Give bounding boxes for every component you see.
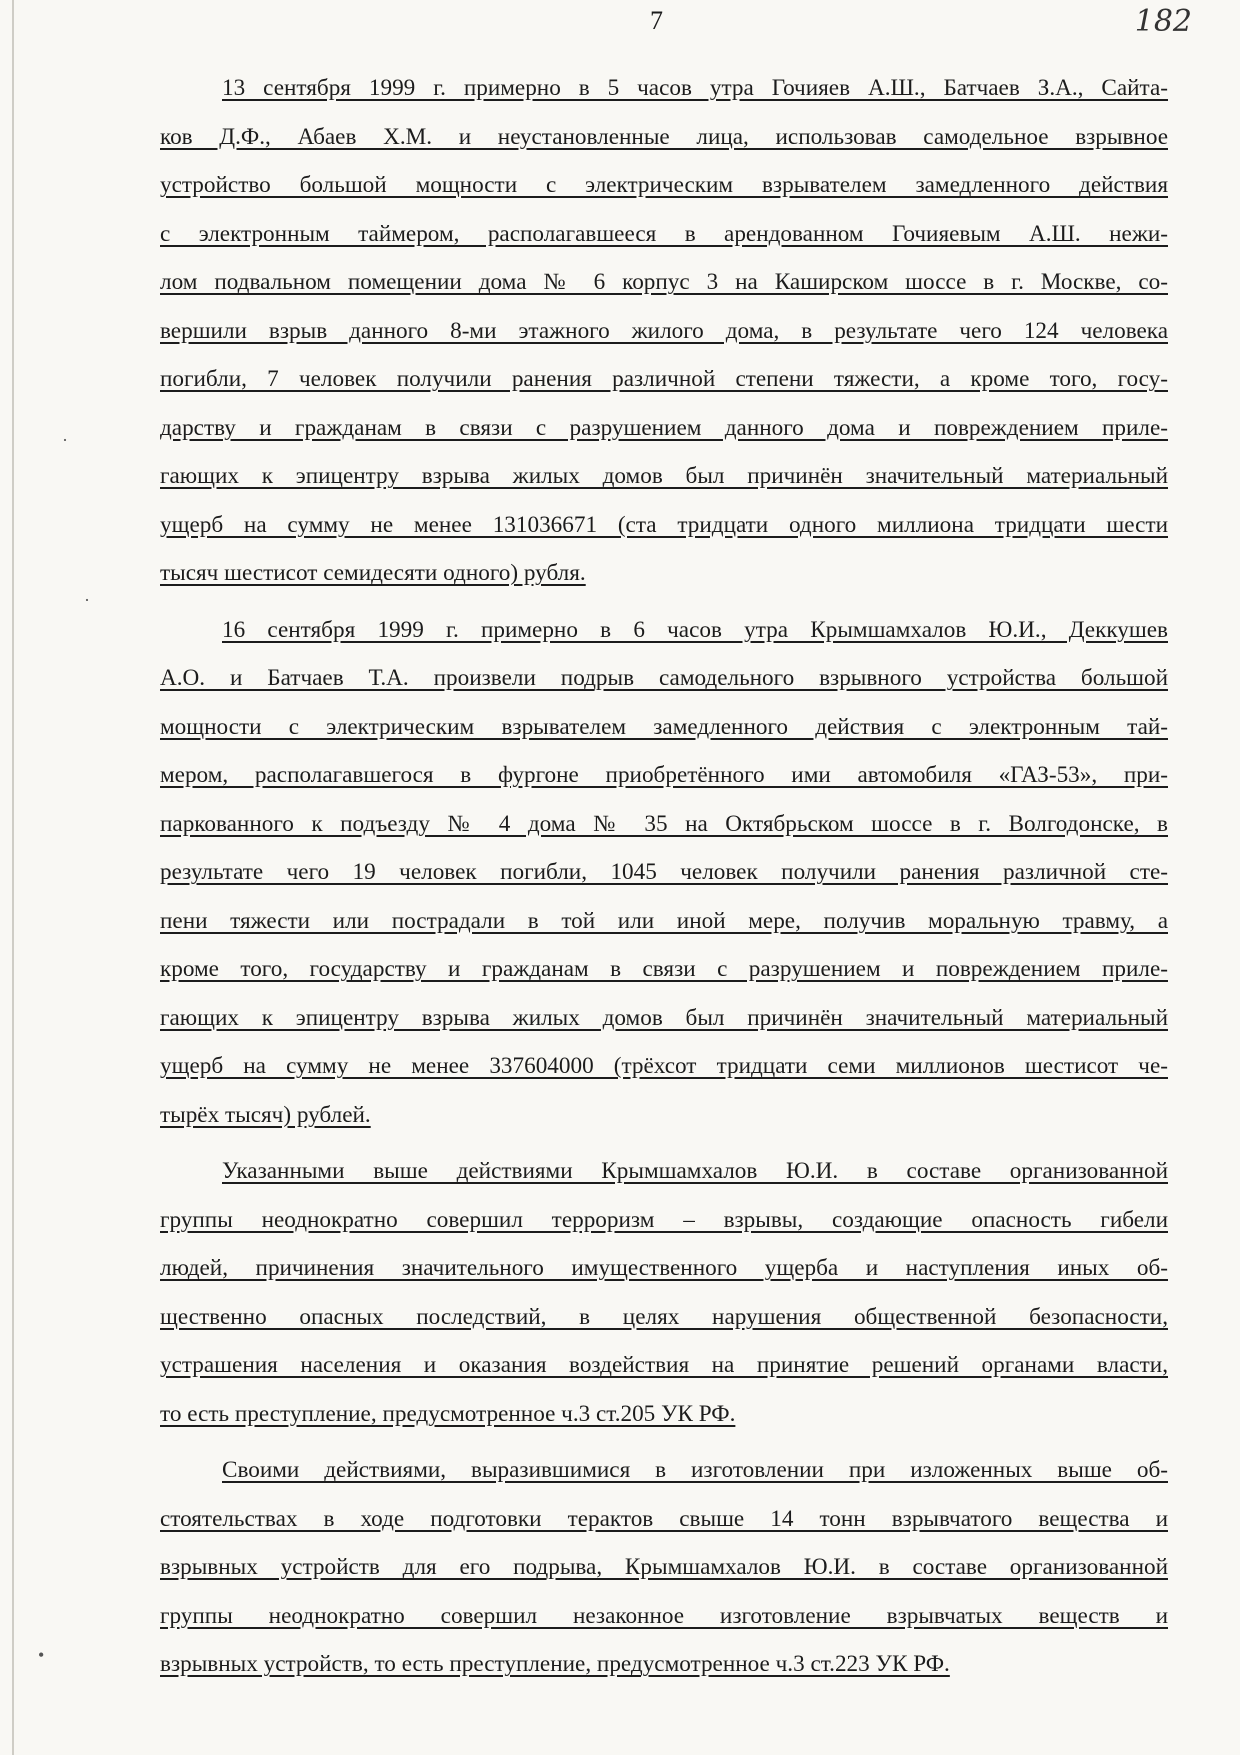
text-line: дарству и гражданам в связи с разрушением данного дома и повреждением приле- [160,414,1168,441]
text-line: 16 сентября 1999 г. примерно в 6 часов утра Крымшамхалов Ю.И., Деккушев [222,616,1168,643]
text-line: взрывных устройств для его подрыва, Крымшамхалов Ю.И. в составе организованной [160,1554,1168,1580]
text-line: кроме того, государству и гражданам в связи с разрушением и повреждением приле- [160,956,1168,982]
handwritten-sheet-number: 182 [1134,4,1192,39]
paragraph-moscow-explosion [160,64,1168,598]
paragraph-explosives-charge [160,1446,1168,1689]
margin-mark: • [38,1645,45,1665]
text-line: мером, располагавшегося в фургоне приобретённого ими автомобиля «ГАЗ-53», при- [160,762,1168,788]
text-line: ущерб на сумму не менее 131036671 (ста тридцати одного миллиона тридцати шести [160,511,1168,538]
text-line: ков Д.Ф., Абаев Х.М. и неустановленные лица, использовав самодельное взрывное [160,123,1168,150]
margin-mark: · [62,430,68,450]
text-line: группы неоднократно совершил терроризм – взрывы, создающие опасность гибели [160,1206,1168,1233]
text-line: тысяч шестисот семидесяти одного) рубля. [160,560,586,586]
text-line: вершили взрыв данного 8-ми этажного жилого дома, в результате чего 124 человека [160,317,1168,344]
text-line: людей, причинения значительного имущественного ущерба и наступления иных об- [160,1255,1168,1281]
text-line: с электронным таймером, располагавшееся в арендованном Гочияевым А.Ш. нежи- [160,220,1168,247]
text-line: группы неоднократно совершил незаконное изготовление взрывчатых веществ и [160,1602,1168,1629]
paragraph-volgodonsk-explosion [160,606,1168,1140]
margin-mark: · [84,590,90,610]
page-number: 7 [650,6,663,35]
paragraph-terrorism-charge [160,1147,1168,1438]
page-edge-shadow [12,0,14,1755]
document-body [160,64,1168,1689]
text-line: мощности с электрическим взрывателем замедленного действия с электронным тай- [160,713,1168,740]
text-line: тырёх тысяч) рублей. [160,1101,371,1128]
text-line: ущерб на сумму не менее 337604000 (трёхсот тридцати семи миллионов шестисот че- [160,1053,1168,1079]
text-line: Указанными выше действиями Крымшамхалов Ю.И. в составе организованной [222,1158,1168,1184]
text-line: устрашения населения и оказания воздействия на принятие решений органами власти, [160,1352,1168,1378]
text-line: щественно опасных последствий, в целях нарушения общественной безопасности, [160,1303,1168,1330]
text-line: Своими действиями, выразившимися в изготовлении при изложенных выше об- [222,1457,1168,1483]
text-line: устройство большой мощности с электрическим взрывателем замедленного действия [160,172,1168,198]
text-line: паркованного к подъезду № 4 дома № 35 на Октябрьском шоссе в г. Волгодонске, в [160,810,1168,837]
text-line: гающих к эпицентру взрыва жилых домов был причинён значительный материальный [160,463,1168,489]
text-line: стоятельствах в ходе подготовки терактов свыше 14 тонн взрывчатого вещества и [160,1505,1168,1532]
text-line: А.О. и Батчаев Т.А. произвели подрыв самодельного взрывного устройства большой [160,665,1168,691]
text-line: пени тяжести или пострадали в той или иной мере, получив моральную травму, а [160,907,1168,934]
text-line: гающих к эпицентру взрыва жилых домов был причинён значительный материальный [160,1004,1168,1031]
text-line: результате чего 19 человек погибли, 1045 человек получили ранения различной сте- [160,859,1168,885]
text-line: лом подвальном помещении дома № 6 корпус 3 на Каширском шоссе в г. Москве, со- [160,269,1168,295]
text-line: взрывных устройств, то есть преступление, предусмотренное ч.3 ст.223 УК РФ. [160,1651,950,1677]
text-line: то есть преступление, предусмотренное ч.3 ст.205 УК РФ. [160,1400,736,1427]
text-line: 13 сентября 1999 г. примерно в 5 часов утра Гочияев А.Ш., Батчаев З.А., Сайта- [222,75,1168,101]
text-line: погибли, 7 человек получили ранения различной степени тяжести, а кроме того, госу- [160,366,1168,392]
